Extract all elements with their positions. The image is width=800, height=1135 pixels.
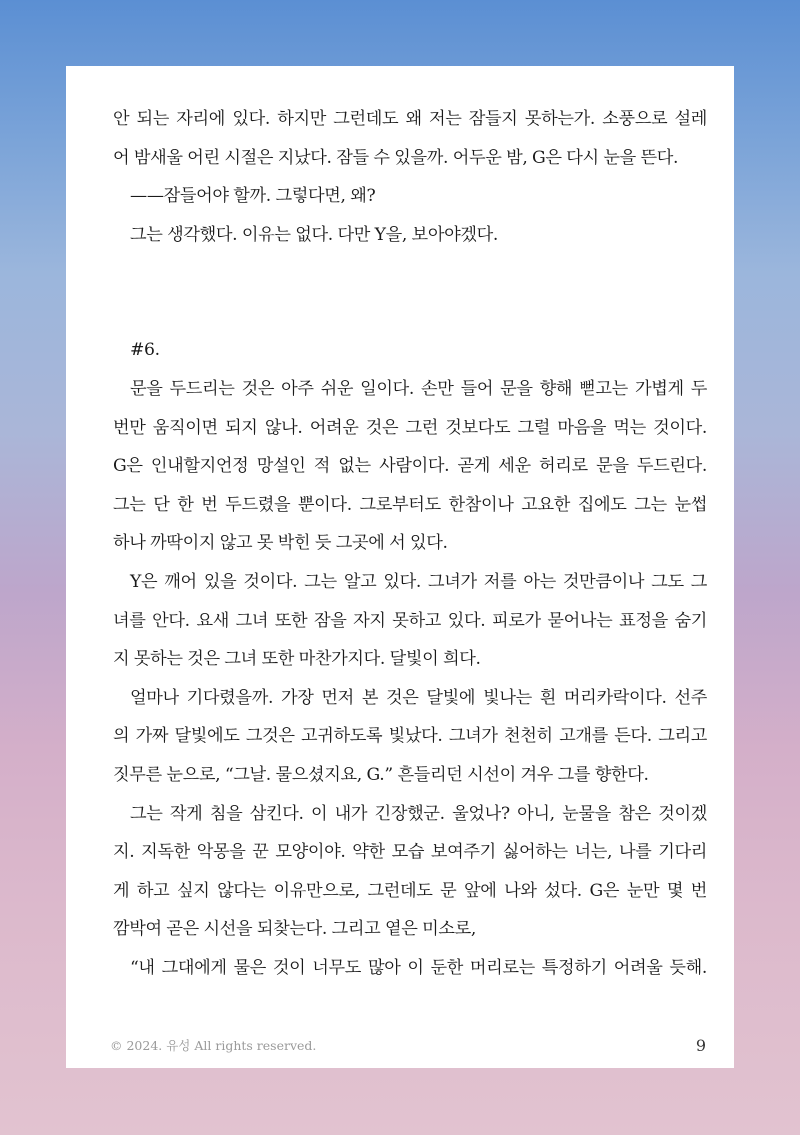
page-footer (110, 1034, 706, 1058)
text-line: 안 되는 자리에 있다. 하지만 그런데도 왜 저는 잠들지 못하는가. 소풍으로 설레 (113, 109, 707, 129)
dialogue-line: ——잠들어야 할까. 그렇다면, 왜? (130, 186, 376, 207)
copyright-notice: © 2024. 유성 All rights reserved. (110, 1038, 317, 1053)
text-line: 지. 지독한 악몽을 꾼 모양이야. 약한 모습 보여주기 싫어하는 너는, 나를 기다리 (113, 842, 707, 863)
text-line: 하나 까딱이지 않고 못 박힌 듯 그곳에 서 있다. (113, 533, 448, 554)
text-line: 어 밤새울 어린 시절은 지났다. 잠들 수 있을까. 어두운 밤, G은 다시 눈을 뜬다. (113, 147, 679, 168)
text-line: 지 못하는 것은 그녀 또한 마찬가지다. 달빛이 희다. (113, 649, 481, 670)
text-line: 의 가짜 달빛에도 그것은 고귀하도록 빛났다. 그녀가 천천히 고개를 든다. 그리고 (113, 726, 707, 747)
text-line: 그는 단 한 번 두드렸을 뿐이다. 그로부터도 한참이나 고요한 집에도 그는 눈썹 (113, 494, 707, 515)
section-heading: #6. (130, 340, 160, 361)
body-text (113, 100, 707, 987)
dialogue-line: “내 그대에게 물은 것이 너무도 많아 이 둔한 머리로는 특정하기 어려울 듯해. (130, 957, 707, 978)
text-line: 그는 생각했다. 이유는 없다. 다만 Y을, 보아야겠다. (130, 224, 498, 245)
text-line: 짓무른 눈으로, “그날. 물으셨지요, G.” 흔들리던 시선이 겨우 그를 향한다. (113, 764, 649, 785)
text-line: Y은 깨어 있을 것이다. 그는 알고 있다. 그녀가 저를 아는 것만큼이나 그도 그 (130, 571, 707, 592)
section-break (113, 254, 707, 331)
text-line: 얼마나 기다렸을까. 가장 먼저 본 것은 달빛에 빛나는 흰 머리카락이다. 선주 (130, 687, 707, 708)
book-page (66, 66, 734, 1068)
text-line: 깜박여 곧은 시선을 되찾는다. 그리고 옅은 미소로, (113, 919, 476, 940)
text-line: 번만 움직이면 되지 않나. 어려운 것은 그런 것보다도 그럴 마음을 먹는 것이다. (113, 417, 707, 438)
text-line: G은 인내할지언정 망설인 적 없는 사람이다. 곧게 세운 허리로 문을 두드린다. (113, 456, 707, 477)
text-line: 게 하고 싶지 않다는 이유만으로, 그런데도 문 앞에 나와 섰다. G은 눈만 몇 번 (113, 880, 707, 901)
page-number: 9 (695, 1036, 706, 1055)
text-line: 녀를 안다. 요새 그녀 또한 잠을 자지 못하고 있다. 피로가 묻어나는 표정을 숨기 (113, 610, 707, 631)
text-line: 그는 작게 침을 삼킨다. 이 내가 긴장했군. 울었나? 아니, 눈물을 참은 것이겠 (130, 803, 707, 824)
text-line: 문을 두드리는 것은 아주 쉬운 일이다. 손만 들어 문을 향해 뻗고는 가볍게 두 (130, 378, 707, 399)
